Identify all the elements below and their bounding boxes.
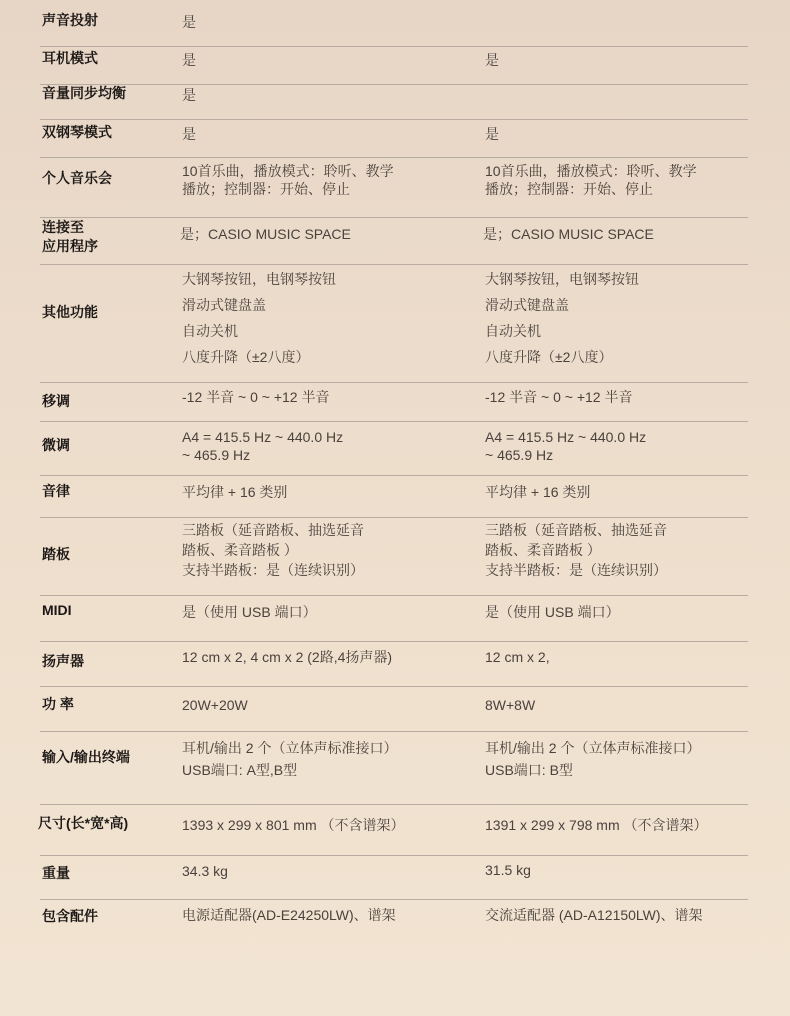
row-divider [40,855,748,856]
value-line: 大钢琴按钮，电钢琴按钮 [182,271,336,287]
value-line: 播放；控制器：开始、停止 [485,181,653,197]
row-value-col2 [485,270,639,374]
value-line: 10首乐曲，播放模式：聆听、教学 [485,163,697,179]
row-value-col1: 是（使用 USB 端口） [182,604,317,620]
row-value-col1: 12 cm x 2, 4 cm x 2 (2路,4扬声器) [182,649,393,665]
row-value-col2: 12 cm x 2, [485,649,550,665]
row-label: 尺寸(长*宽*高) [38,815,129,831]
row-divider [40,641,748,642]
row-divider [40,84,748,85]
row-label: MIDI [42,602,72,618]
value-line: 播放；控制器：开始、停止 [182,181,350,197]
row-divider [40,595,748,596]
row-value-col2: 8W+8W [485,697,536,713]
row-value-col2: 交流适配器 (AD-A12150LW)、谱架 [485,907,703,923]
value-line: A4 = 415.5 Hz ~ 440.0 Hz [182,429,344,445]
value-line: 支持半踏板：是（连续识别） [485,562,667,578]
row-label: 声音投射 [42,12,98,28]
row-value-col2 [485,737,700,781]
row-label: 耳机模式 [42,50,98,66]
row-label: 音律 [42,483,70,499]
row-label: 双钢琴模式 [42,124,112,140]
row-divider [40,119,748,120]
value-line: 耳机/输出 2 个（立体声标准接口） [485,740,701,756]
row-divider [40,264,748,265]
value-line: 支持半踏板：是（连续识别） [182,562,364,578]
row-value-col2: 是 [485,52,499,68]
row-value-col2: 是 [485,126,499,142]
row-label: 重量 [42,865,70,881]
row-value-col2: 是（使用 USB 端口） [485,604,620,620]
row-label: 输入/输出终端 [42,749,130,765]
row-divider [40,517,748,518]
row-divider [40,731,748,732]
value-line: 自动关机 [485,323,541,339]
row-label: 连接至 [42,219,84,235]
value-line: ~ 465.9 Hz [182,447,251,463]
value-line: A4 = 415.5 Hz ~ 440.0 Hz [485,429,647,445]
row-value-col1: 34.3 kg [182,863,228,879]
row-value-col2: 1391 x 299 x 798 mm （不含谱架） [485,817,708,833]
value-line: 大钢琴按钮，电钢琴按钮 [485,271,639,287]
row-value-col2 [485,162,697,198]
value-line: USB端口: B型 [485,762,573,778]
value-line: 踏板、柔音踏板 ） [485,542,601,558]
row-divider [40,382,748,383]
row-label: 扬声器 [42,653,84,669]
row-divider [40,686,748,687]
row-divider [40,46,748,47]
row-divider [40,157,748,158]
row-value-col1: 20W+20W [182,697,248,713]
row-value-col2 [485,428,646,464]
row-value-col1: 是 [182,87,196,103]
row-divider [40,475,748,476]
row-label: 音量同步均衡 [42,85,126,101]
value-line: 八度升降（±2八度） [182,349,310,365]
value-line: ~ 465.9 Hz [485,447,554,463]
row-label: 功 率 [42,696,74,712]
row-value-col2: -12 半音 ~ 0 ~ +12 半音 [485,389,633,405]
value-line: 10首乐曲，播放模式：聆听、教学 [182,163,394,179]
row-divider [40,421,748,422]
row-value-col1 [182,270,336,374]
row-label: 其他功能 [42,304,98,320]
value-line: 滑动式键盘盖 [485,297,569,313]
row-label: 包含配件 [42,908,98,924]
value-line: 三踏板（延音踏板、抽选延音 [182,522,364,538]
row-value-col1: 是 [182,14,196,30]
value-line: 踏板、柔音踏板 ） [182,542,298,558]
row-divider [40,804,748,805]
row-divider [40,217,748,218]
row-value-col1 [182,737,397,781]
value-line: 滑动式键盘盖 [182,297,266,313]
row-value-col2 [485,520,667,580]
row-value-col2: 31.5 kg [485,862,531,878]
value-line: USB端口: A型,B型 [182,762,298,778]
row-label: 个人音乐会 [42,170,112,186]
row-value-col1 [182,520,364,580]
row-value-col1 [182,428,343,464]
row-value-col1: 平均律 + 16 类别 [182,484,288,500]
row-value-col1: 是；CASIO MUSIC SPACE [180,226,351,242]
row-label: 踏板 [42,546,70,562]
row-label: 微调 [42,437,70,453]
row-value-col1: 1393 x 299 x 801 mm （不含谱架） [182,817,405,833]
row-value-col1: 电源适配器(AD-E24250LW)、谱架 [182,907,396,923]
value-line: 三踏板（延音踏板、抽选延音 [485,522,667,538]
row-label-line2: 应用程序 [42,238,98,254]
value-line: 八度升降（±2八度） [485,349,613,365]
row-label: 移调 [42,393,70,409]
row-value-col1 [182,162,394,198]
row-value-col1: 是 [182,52,196,68]
value-line: 耳机/输出 2 个（立体声标准接口） [182,740,398,756]
row-value-col1: 是 [182,126,196,142]
row-value-col2: 平均律 + 16 类别 [485,484,591,500]
value-line: 自动关机 [182,323,238,339]
row-value-col1: -12 半音 ~ 0 ~ +12 半音 [182,389,330,405]
row-divider [40,899,748,900]
row-value-col2: 是；CASIO MUSIC SPACE [483,226,654,242]
